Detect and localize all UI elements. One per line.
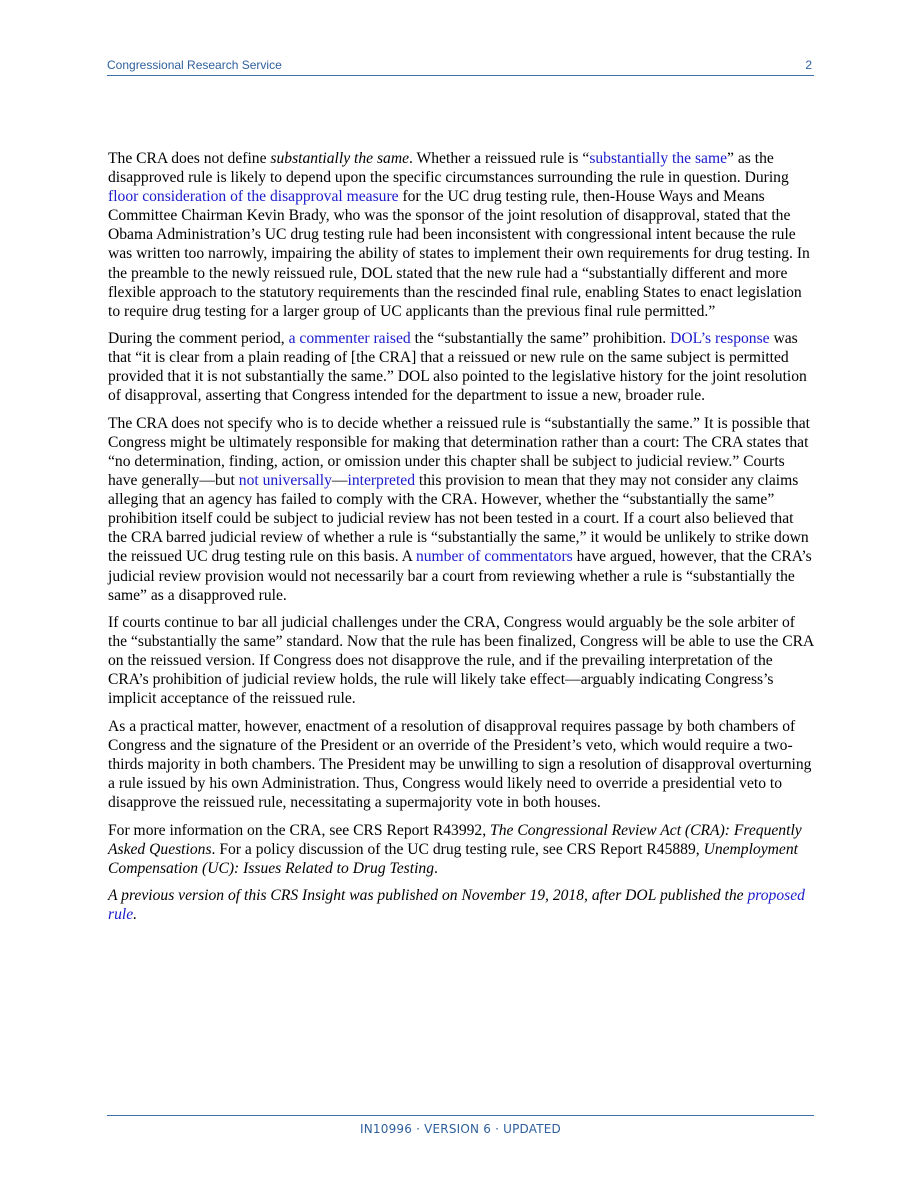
organization-name: Congressional Research Service [107, 58, 282, 72]
link-commenter-raised[interactable]: a commenter raised [288, 330, 411, 348]
link-substantially-the-same[interactable]: substantially the same [589, 150, 728, 167]
link-proposed-rule[interactable]: proposed rule [108, 887, 805, 924]
link-not-universally[interactable]: not universally [238, 472, 332, 490]
page-header [107, 57, 814, 76]
paragraph-more-information: For more information on the CRA, see CRS Report R43992, The Congressional Review Act (CRA): Frequently Asked Questions. For a policy discussion of the UC drug testing rule, see CRS Report R45889, Unemployment Compensation (UC): Issues Related to Drug Testing. [108, 821, 802, 877]
paragraph-previous-version: A previous version of this CRS Insight was published on November 19, 2018, after DOL published the proposed rule. [108, 887, 805, 924]
link-interpreted[interactable]: interpreted [347, 472, 416, 490]
paragraph-substantially-same-definition: The CRA does not define substantially the same. Whether a reissued rule is “substantially the same” as the disapproved rule is likely to depend upon the specific circumstances surrounding the rule in question. During floor consideration of the disapproval measure for the UC drug testing rule, then-House Ways and Means Committee Chairman Kevin Brady, who was the sponsor of the joint resolution of disapproval, stated that the Obama Administration’s UC drug testing rule had been inconsistent with congressional intent because the rule was written too narrowly, impairing the ability of states to implement their own requirements for drug testing. In the preamble to the newly reissued rule, DOL stated that the new rule had a “substantially different and more flexible approach to the statutory requirements than the rescinded final rule, enabling States to enact legislation to require drug testing for a larger group of UC applicants than the previous final rule permitted.” [108, 150, 810, 320]
paragraph-comment-period: During the comment period, a commenter raised the “substantially the same” prohibition. DOL’s response was that “it is clear from a plain reading of [the CRA] that a reissued or new rule on the same subject is permitted provided that it is not substantially the same.” DOL also pointed to the legislative history for the joint resolution of disapproval, asserting that Congress intended for the department to issue a new, broader rule. [108, 330, 807, 405]
link-dol-response[interactable]: DOL’s response [670, 330, 770, 348]
paragraph-practical-matter: As a practical matter, however, enactment of a resolution of disapproval requires passage by both chambers of Congress and the signature of the President or an override of the President’s veto, which would require a two-thirds majority in both chambers. The President may be unwilling to sign a resolution of disapproval overturning a rule issued by his own Administration. Thus, Congress would likely need to override a presidential veto to disapprove the reissued rule, necessitating a supermajority vote in both houses. [108, 717, 812, 812]
paragraph-congress-arbiter: If courts continue to bar all judicial challenges under the CRA, Congress would arguably be the sole arbiter of the “substantially the same” standard. Now that the rule has been finalized, Congress will be able to use the CRA on the reissued version. If Congress does not disapprove the rule, and if the prevailing interpretation of the CRA’s prohibition of judicial review holds, the rule will likely take effect—arguably indicating Congress’s implicit acceptance of the reissued rule. [108, 614, 814, 708]
link-floor-consideration[interactable]: floor consideration of the disapproval measure [108, 188, 399, 206]
page-number: 2 [805, 58, 812, 72]
document-body [108, 149, 814, 933]
paragraph-judicial-review: The CRA does not specify who is to decide whether a reissued rule is “substantially the same.” It is possible that Congress might be ultimately responsible for making that determination rather than a court: The CRA states that “no determination, finding, action, or omission under this chapter shall be subject to judicial review.” Courts have generally—but not universally—interpreted this provision to mean that they may not consider any claims alleging that an agency has failed to comply with the CRA. However, whether the “substantially the same” prohibition itself could be subject to judicial review has not been tested in a court. If a court also believed that the CRA barred judicial review of whether a rule is “substantially the same,” it would be unlikely to strike down the reissued UC drug testing rule on this basis. A number of commentators have argued, however, that the CRA’s judicial review provision would not necessarily bar a court from reviewing whether a rule is “substantially the same” as a disapproved rule. [108, 414, 812, 604]
link-number-of-commentators[interactable]: number of commentators [415, 548, 573, 566]
page-footer: IN10996 · VERSION 6 · UPDATED [107, 1115, 814, 1136]
